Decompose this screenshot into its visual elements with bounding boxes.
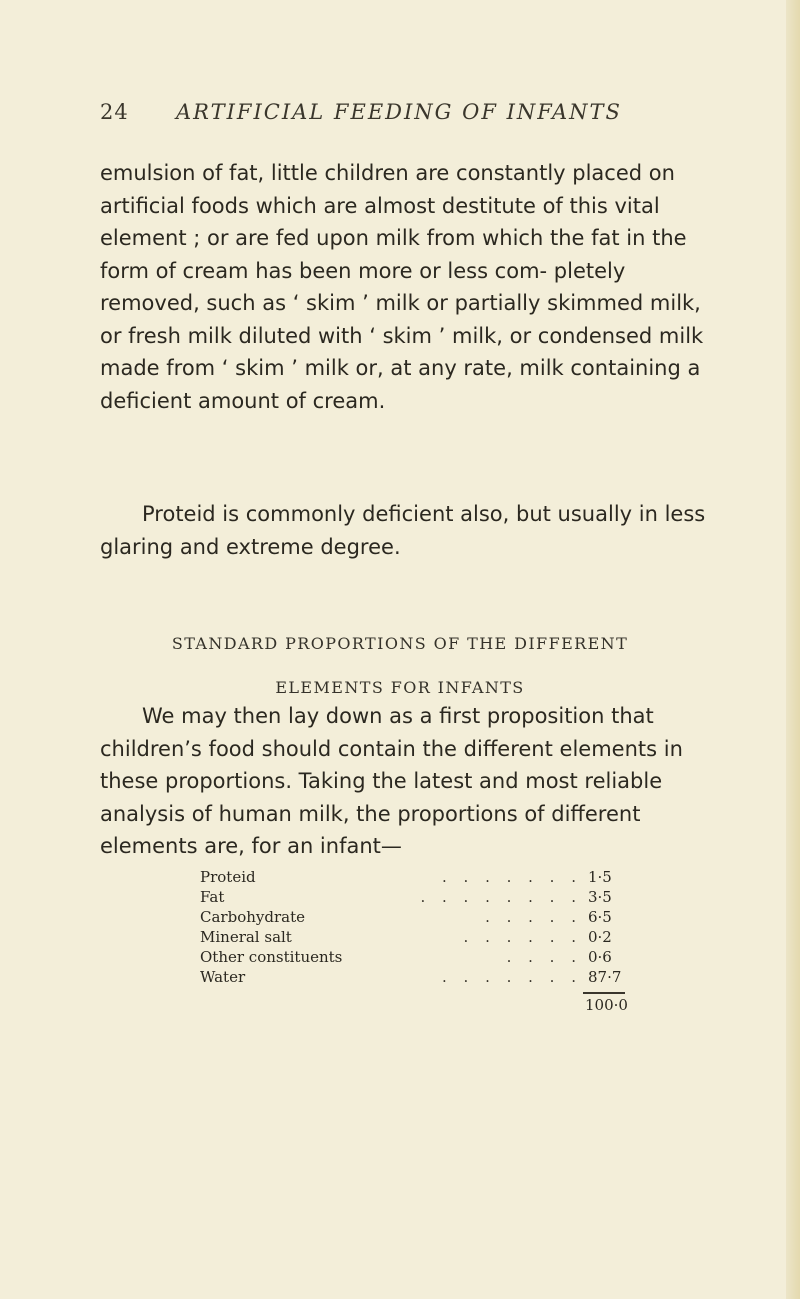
leader-dots: . . . . . — [485, 908, 582, 926]
section-heading-line-2: ELEMENTS FOR INFANTS — [275, 678, 525, 697]
section-heading-line-1: STANDARD PROPORTIONS OF THE DIFFERENT — [171, 634, 629, 653]
row-value: 0·6 — [588, 948, 612, 966]
table-row — [200, 907, 630, 927]
row-label: Fat — [200, 888, 225, 906]
table-row — [200, 967, 630, 987]
leader-dots: . . . . . . — [463, 928, 582, 946]
total-rule — [583, 992, 625, 994]
table-row — [200, 867, 630, 887]
row-value: 3·5 — [588, 888, 612, 906]
row-label: Water — [200, 968, 246, 986]
table-total: 100·0 — [585, 996, 628, 1014]
page-edge — [786, 0, 800, 1299]
table-row — [200, 887, 630, 907]
row-label: Proteid — [200, 868, 256, 886]
paragraph-3: We may then lay down as a first proposition that children’s food should contain the different elements in these proportions. Taking the latest and most reliable analysis of human milk, the proportions of different elements are, for an infant— — [100, 704, 683, 858]
row-value: 1·5 — [588, 868, 612, 886]
row-label: Other constituents — [200, 948, 343, 966]
proportions-table — [200, 867, 630, 987]
leader-dots: . . . . — [506, 948, 582, 966]
leader-dots: . . . . . . . . — [420, 888, 582, 906]
running-title: ARTIFICIAL FEEDING OF INFANTS — [176, 100, 622, 124]
leader-dots: . . . . . . . — [442, 968, 582, 986]
paragraph-1: emulsion of fat, little children are constantly placed on artificial foods which are almost destitute of this vital element ; or are fed upon milk from which the fat in the form of cream has been more or less com- pletely removed, such as ‘ skim ’ milk or partially skimmed milk, or fresh milk diluted with ‘ skim ’ milk, or condensed milk made from ‘ skim ’ milk or, at any rate, milk containing a deficient amount of cream. — [100, 161, 704, 413]
row-value: 0·2 — [588, 928, 612, 946]
row-value: 6·5 — [588, 908, 612, 926]
table-row — [200, 927, 630, 947]
row-label: Carbohydrate — [200, 908, 305, 926]
leader-dots: . . . . . . . — [442, 868, 582, 886]
page-number: 24 — [100, 100, 129, 124]
paragraph-2: Proteid is commonly deficient also, but usually in less glaring and extreme degree. — [100, 502, 706, 559]
row-label: Mineral salt — [200, 928, 292, 946]
row-value: 87·7 — [588, 968, 622, 986]
table-row — [200, 947, 630, 967]
